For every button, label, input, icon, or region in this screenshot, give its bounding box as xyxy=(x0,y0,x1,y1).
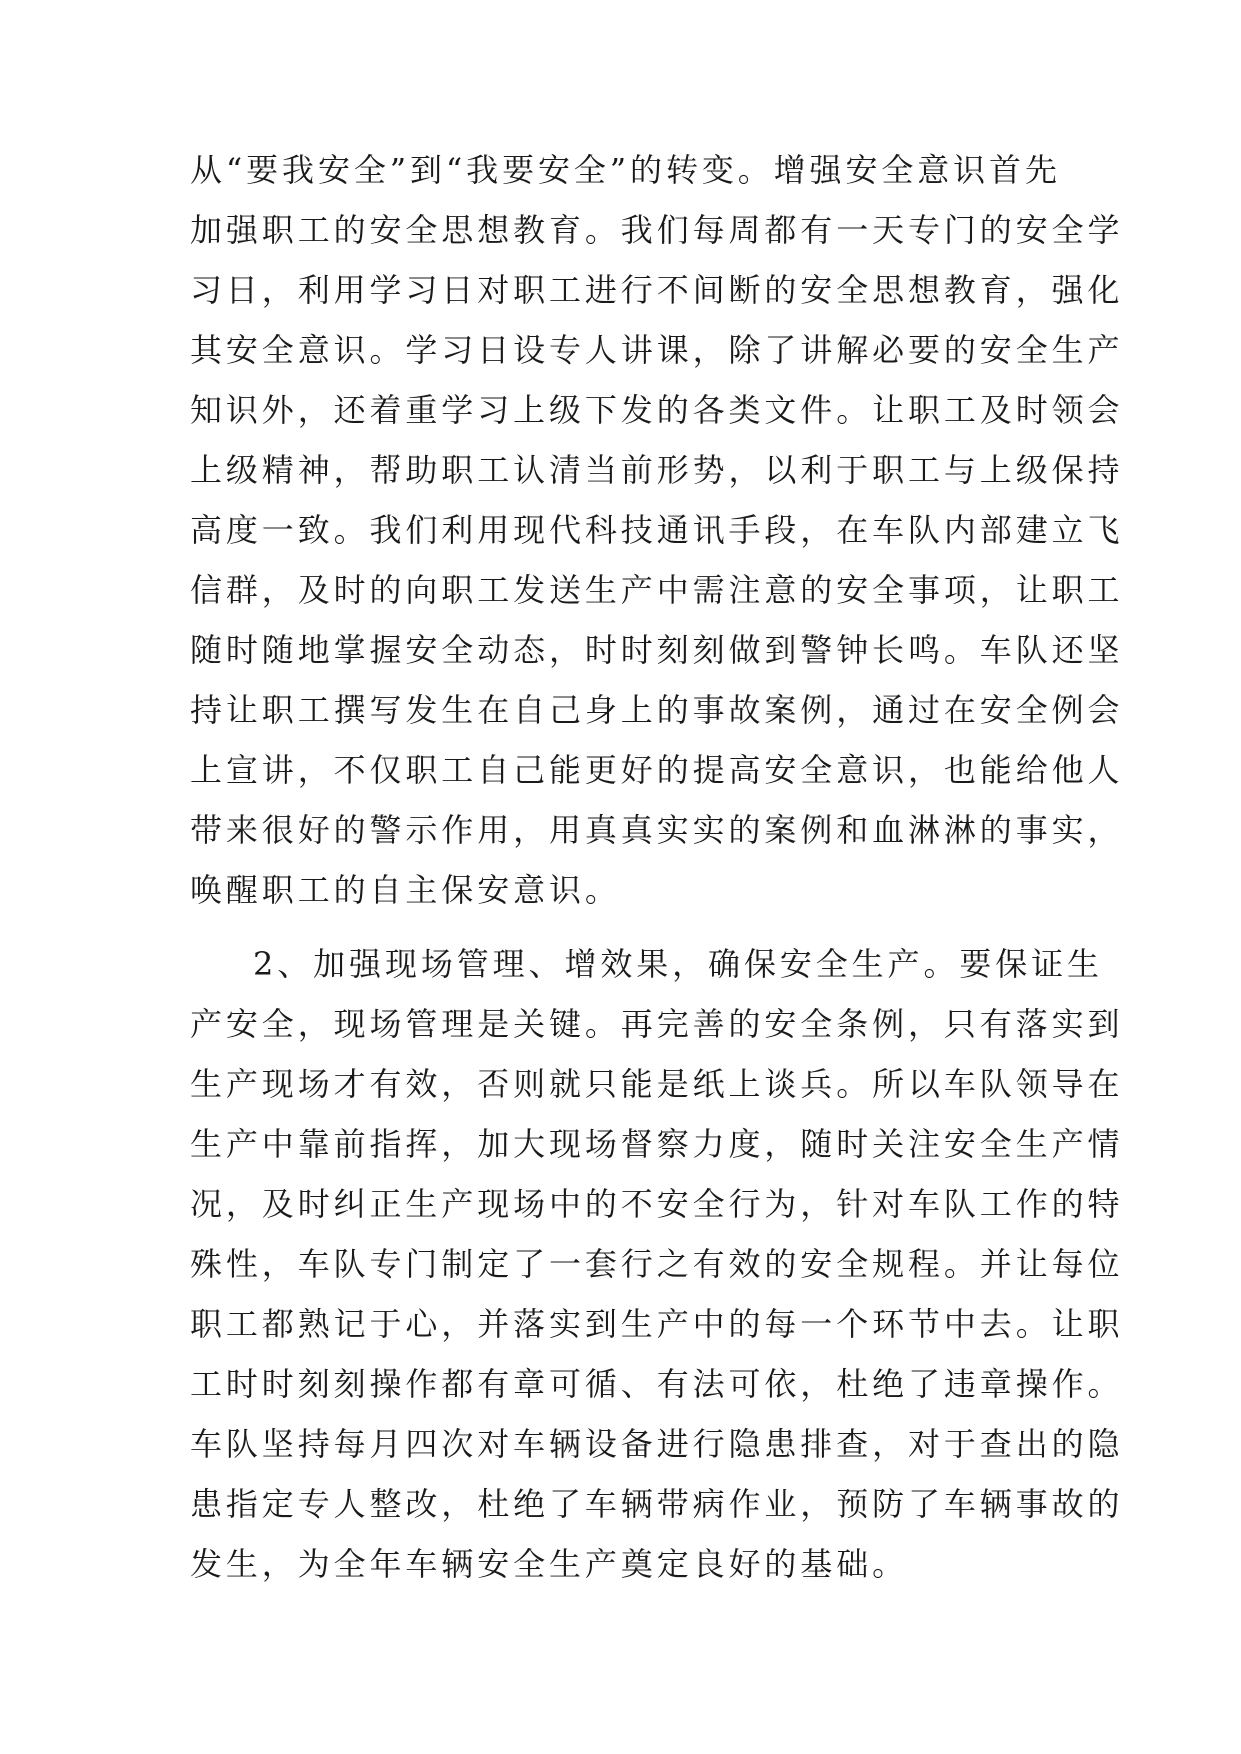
body-text-line: 持让职工撰写发生在自己身上的事故案例，通过在安全例会 xyxy=(190,691,1124,729)
body-text-line: 高度一致。我们利用现代科技通讯手段，在车队内部建立飞 xyxy=(190,511,1124,549)
body-text-line: 产安全，现场管理是关键。再完善的安全条例，只有落实到 xyxy=(190,1005,1124,1043)
body-text-line: 带来很好的警示作用，用真真实实的案例和血淋淋的事实， xyxy=(190,811,1124,849)
body-text-line: 其安全意识。学习日设专人讲课，除了讲解必要的安全生产 xyxy=(190,331,1124,369)
body-text-line: 加强职工的安全思想教育。我们每周都有一天专门的安全学 xyxy=(190,211,1124,249)
paragraph-2-first-line: 2、加强现场管理、增效果，确保安全生产。要保证生 xyxy=(253,945,1103,983)
body-text-line: 习日，利用学习日对职工进行不间断的安全思想教育，强化 xyxy=(190,271,1124,309)
body-text-line: 生产中靠前指挥，加大现场督察力度，随时关注安全生产情 xyxy=(190,1125,1124,1163)
body-text-line: 唤醒职工的自主保安意识。 xyxy=(190,871,621,909)
body-text-line: 从“要我安全”到“我要安全”的转变。增强安全意识首先 xyxy=(190,151,1061,189)
body-text-line: 况，及时纠正生产现场中的不安全行为，针对车队工作的特 xyxy=(190,1185,1124,1223)
body-text-line: 知识外，还着重学习上级下发的各类文件。让职工及时领会 xyxy=(190,391,1124,429)
body-text-line: 生产现场才有效，否则就只能是纸上谈兵。所以车队领导在 xyxy=(190,1065,1124,1103)
body-text-line: 上级精神，帮助职工认清当前形势，以利于职工与上级保持 xyxy=(190,451,1124,489)
body-text-line: 随时随地掌握安全动态，时时刻刻做到警钟长鸣。车队还坚 xyxy=(190,631,1124,669)
body-text-line: 患指定专人整改，杜绝了车辆带病作业，预防了车辆事故的 xyxy=(190,1485,1124,1523)
body-text-line: 殊性，车队专门制定了一套行之有效的安全规程。并让每位 xyxy=(190,1245,1124,1283)
body-text-line: 车队坚持每月四次对车辆设备进行隐患排查，对于查出的隐 xyxy=(190,1425,1124,1463)
body-text-line: 发生，为全年车辆安全生产奠定良好的基础。 xyxy=(190,1545,909,1583)
body-text-line: 上宣讲，不仅职工自己能更好的提高安全意识，也能给他人 xyxy=(190,751,1124,789)
body-text-line: 职工都熟记于心，并落实到生产中的每一个环节中去。让职 xyxy=(190,1305,1124,1343)
body-text-line: 工时时刻刻操作都有章可循、有法可依，杜绝了违章操作。 xyxy=(190,1365,1124,1403)
body-text-line: 信群，及时的向职工发送生产中需注意的安全事项，让职工 xyxy=(190,571,1124,609)
